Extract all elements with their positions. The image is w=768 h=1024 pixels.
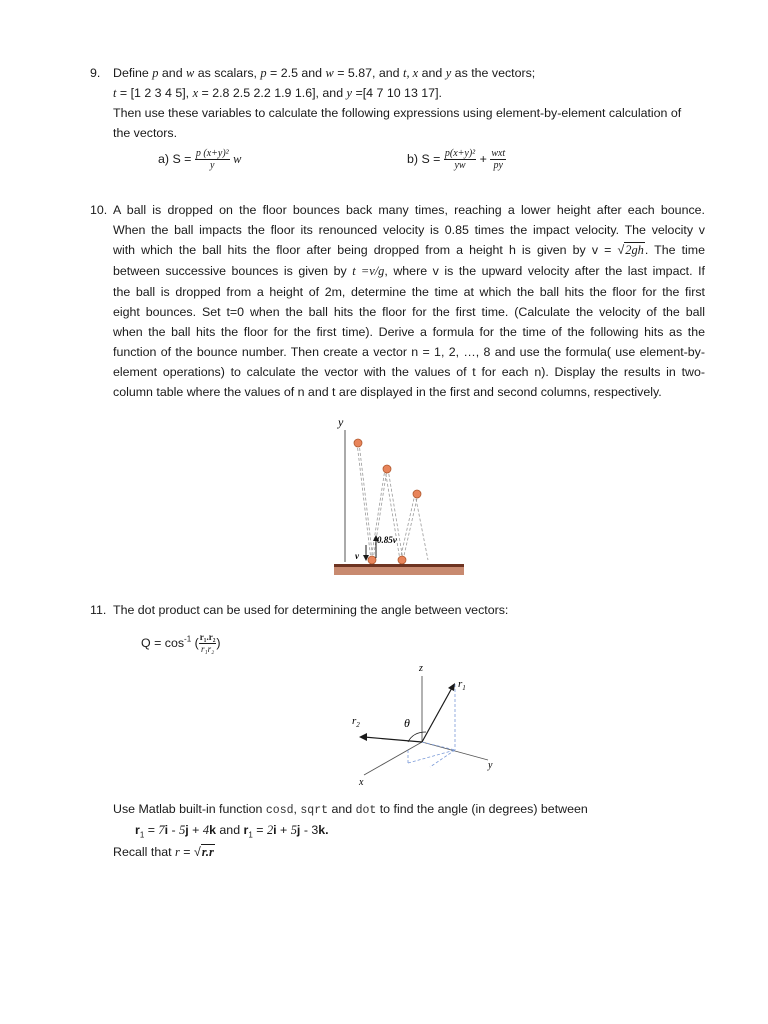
q10-line-8: function of the bounce number. Then create a vector n = 1, 2, …, 8 and use the formula( use element-by- (113, 345, 705, 359)
ball-floor-2 (398, 556, 406, 564)
bouncing-ball-figure (330, 412, 470, 580)
q10-line-1: A ball is dropped on the floor bounces back many times, reaching a lower height after each bounce. (113, 203, 705, 217)
ball-bounce-2 (413, 490, 421, 498)
fn-cosd: cosd (265, 804, 294, 817)
q10-line-9: element operations) to calculate the vector with the values of t for each n). Display the results in two- (113, 365, 705, 379)
q9-expression-a: a) S = $\frac{\text{p (x+y)²}}{y}$ w (158, 148, 242, 171)
q11-line-2: Use Matlab built-in function cosd, sqrt and dot to find the angle (in degrees) between (113, 802, 588, 817)
floor-top (334, 564, 464, 567)
q10-line-5: the ball is dropped from a height of 2m, determine the time at which the ball hits the floor for the first (113, 285, 705, 299)
q11-vectors: $r_1 = 7i - 5j + 4k$ and $r_1 = 2i + 5j - 3k$. (135, 823, 329, 840)
q10-line-4: between successive bounces is given by t =v/g, where v is the upward velocity after the last impact. If (113, 264, 705, 278)
q9-number: 9. (90, 66, 101, 80)
r1-label: $r_1$ (458, 678, 466, 692)
velocity-label: v (355, 551, 359, 561)
ball-initial (354, 439, 362, 447)
q10-line-6: eight bounces. Set t=0 when the ball hits the floor for the first time. (Calculate the velocity of the ball (113, 305, 705, 319)
q9-expression-b: b) S = $\frac{\text{p(x+y)²}}{yw}$ + $\frac{\text{wxt}}{py}$ (407, 148, 506, 171)
q11-line-1: The dot product can be used for determining the angle between vectors: (113, 603, 509, 617)
x-axis-label: x (359, 777, 364, 788)
angle-formula: $Q = \cos^{-1}$ ( $\frac{\text{r₁.r₂}}{\text{r₁r₂}}$ ) (141, 632, 221, 654)
q10-number: 10. (90, 203, 108, 217)
q9-line-4: the vectors. (113, 126, 178, 140)
q10-line-10: column table where the values of n and t are displayed in the first and second columns, respectively. (113, 385, 662, 399)
q9-line-3: Then use these variables to calculate the following expressions using element-by-element calculation of (113, 106, 682, 120)
floor (334, 567, 464, 575)
z-axis-label: z (419, 663, 423, 674)
q10-line-7: when the ball hits the floor for the first time). Derive a formula for the time of the following hits as the (113, 325, 705, 339)
q11-number: 11. (90, 603, 107, 617)
rebound-velocity-label: 0.85v (377, 535, 397, 545)
fn-dot: dot (355, 804, 377, 817)
r2-label: $r_2$ (352, 715, 360, 729)
coordinate-axes (364, 676, 488, 775)
q11-recall: Recall that r = √r.r (113, 845, 214, 859)
figure-y-label: y (338, 415, 344, 429)
vector-r2 (364, 737, 422, 742)
ball-bounce-1 (383, 465, 391, 473)
vector-angle-figure (350, 660, 510, 790)
q10-line-2: When the ball impacts the floor its renounced velocity is 0.85 times the impact velocity. The velocity v (113, 223, 705, 237)
q10-line-3: with which the ball hits the floor after being dropped from a height h is given by v = √2gh. The time (113, 243, 705, 257)
q9-line-1: Define p and w as scalars, p = 2.5 and w = 5.87, and t, x and y as the vectors; (113, 66, 536, 80)
fn-sqrt: sqrt (300, 804, 329, 817)
ball-floor-1 (368, 556, 376, 564)
theta-label: θ (404, 716, 410, 730)
y-axis-label: y (488, 760, 493, 771)
vector-r1 (422, 686, 453, 742)
q9-line-2: t = [1 2 3 4 5], x = 2.8 2.5 2.2 1.9 1.6], and y =[4 7 10 13 17]. (113, 86, 442, 100)
